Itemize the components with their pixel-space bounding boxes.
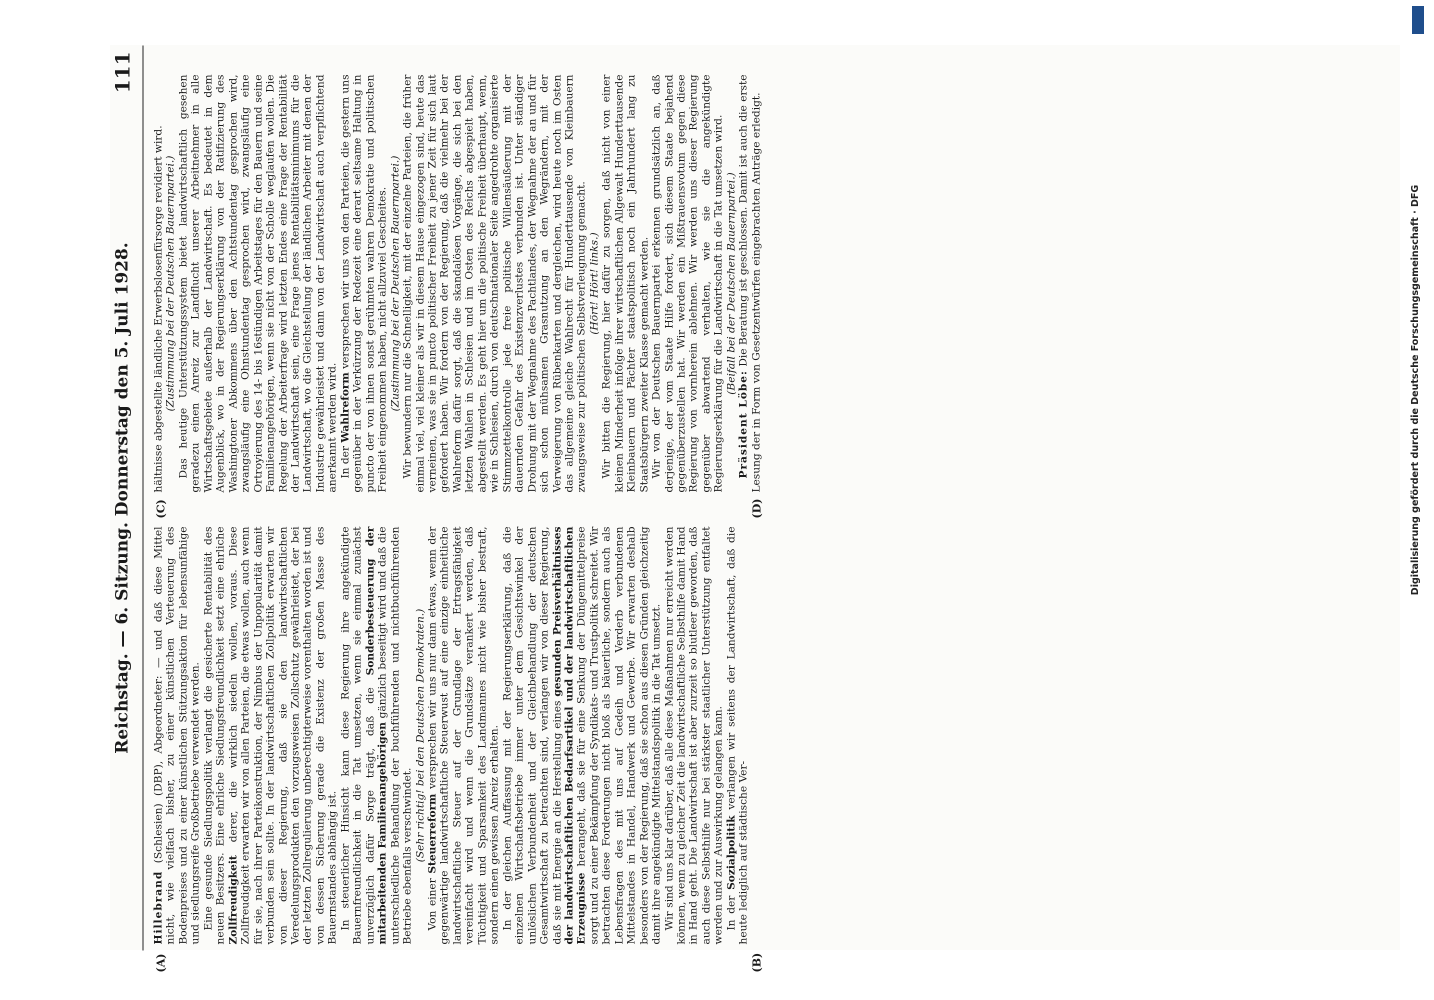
paragraph-text: In der	[338, 442, 351, 478]
paragraph	[501, 526, 663, 944]
margin-mark-b: (B)	[750, 952, 763, 972]
paragraph: Das heutige Unterstützungssystem bietet landwirtschaftlich gesehen geradezu einen Anreiz zur Landflucht unserer Arbeitnehmer in alle Wirtschaftsgebiete außerhalb der Landwirtschaft. Es bedeutet in dem Augenblick, wo in der Regierungserklärung von der Ratifizierung des Washingtoner Abkommens über den Achtstundentag gesprochen wird, zwangsläufig eine Ohnstundentag gesprochen wird, zwangsläufig eine Ortroyierung des 14- bis 16stündigen Arbeitstages für den Bauern und seine Familienangehörigen, wenn sie nicht von der Scholle weglaufen wollen. Die Regelung der Arbeiterfrage wird letzten Endes eine Frage der Rentabilität der Landwirtschaft sein, eine Frage jenes Rentabilitätsminimums für die Landwirtschaft, wo die Gleichstellung der ländlichen Arbeiter mit denen der Industrie gewährleistet und dann von der Landwirtschaft auch verpflichtend anerkannt werden wird.	[176, 74, 339, 492]
paragraph	[725, 526, 750, 944]
right-column	[152, 74, 762, 492]
paragraph-text: In steuerlicher Hinsicht kann diese Regierung ihre angekündigte Bauernfreundlichkeit in die Tat umsetzen, wenn sie einmal zunächst unverzüglich dafür Sorge trägt, daß die	[338, 526, 376, 944]
emphasis: Steuerreform	[425, 793, 438, 874]
interjection: (Hört! Hört! links.)	[587, 231, 600, 335]
page-content-rotated	[110, 45, 1400, 972]
margin-mark-c: (C)	[154, 498, 167, 518]
paragraph-text: verlangen wir seitens der Landwirtschaft, daß die heute lediglich auf städtische Ver-	[724, 526, 750, 944]
paragraph-text: derer, die wirklich siedeln wollen, voraus. Diese Zollfreudigkeit erwarten wir von allen Parteien, die etwas wollen, auch wenn für sie, nach ihrer Parteikonstruktion, der Nimbus der Unpopularität damit verbunden sein sollte. In der landwirtschaftlichen Zollpolitik erwarten wir von dieser Regierung, daß sie den landwirtschaftlichen Veredelungsprodukten den vorzugsweisen Zollschutz gewährleistet, der bei der letzten Zollregulierung unberechtigterweise vorenthalten worden ist und von dessen Sicherung gerade die Existenz der großen Masse des Bauernstandes abhängig ist.	[226, 526, 339, 944]
paragraph-text: herangeht, daß sie für eine Senkung der Düngemittelpreise sorgt und zu einer Bekämpfung der Syndikats- und Trustpolitik schreitet. Wir betrachten diese Forderungen nicht bloß als bäuerliche, sondern auch als Lebensfragen des mit uns auf Gedeih und Verderb verbundenen Mittelstandes in Handel, Handwerk und Gewerbe. Wir erwarten deshalb besonders von der Regierung, daß sie schon aus diesen Gründen gleichzeitig damit ihre angekündigte Mittelstandspolitik in die Tat umsetzt.	[575, 526, 663, 944]
paragraph-text: Die Beratung ist geschlossen. Damit ist auch die erste Lesung der in Form von Gesetzentwürfen eingebrachten Anträge erledigt.	[737, 73, 762, 492]
paragraph-text: versprechen wir uns von den Parteien, die gestern uns gegenüber in der Verkürzung der Redezeit eine derart seltsame Haltung in puncto der von ihnen sonst gerühmten wahren Demokratie und politischen Freiheit eingenommen haben, nicht allzuviel Gescheites.	[338, 73, 389, 492]
paragraph	[339, 526, 414, 944]
page-number: 111	[110, 51, 134, 93]
speaker-name: Hillebrand	[152, 870, 164, 944]
paragraph	[152, 526, 202, 944]
paragraph-text: versprechen wir uns nur dann etwas, wenn der gegenwärtige landwirtschaftliche Steuerwust auf eine einzige einheitliche landwirtschaftliche Steuer auf der Grundlage der Ertragsfähigkeit vereinfacht wird und wenn die Grundsätze verankert werden, daß Tüchtigkeit und Sparsamkeit des Landmannes nicht wie bisher bestraft, sondern einen gewissen Anreiz erhalten.	[425, 526, 501, 944]
paragraph	[202, 526, 339, 944]
interjection: (Zustimmung bei der Deutschen Bauernpartei.)	[164, 155, 177, 411]
paragraph: Wir sind uns klar darüber, daß alle diese Maßnahmen nur erreicht werden können, wenn zu gleicher Zeit die landwirtschaftliche Selbsthilfe damit Hand in Hand geht. Die Landwirtschaft ist aber zurzeit so blutleer geworden, daß auch diese Selbsthilfe nur bei stärkster staatlicher Unterstützung entfaltet werden und zur Auswirkung gelangen kann.	[662, 526, 725, 944]
page-header	[110, 45, 144, 950]
paragraph-text: gänzlich beseitigt wird und daß die unterschiedliche Behandlung der buchführenden und nichtbuchführenden Betriebe ebenfalls verschwindet.	[376, 526, 414, 944]
emphasis: Sozialpolitik	[724, 814, 737, 890]
paragraph-text: In der gleichen Auffassung mit der Regierungserklärung, daß die einzelnen Wirtschaftsbetriebe immer unter dem Gesichtswinkel der unlöslichen Verbundenheit und der Gleichbehandlung der deutschen Gesamtwirtschaft zu betrachten sind, verlangen wir von dieser Regierung, daß sie mit Energie an die Herstellung eines	[500, 526, 563, 944]
header-rule	[142, 45, 143, 950]
paragraph: Wir bewundern nur die Schnelligkeit, mit der einzelne Parteien, die früher einmal viel, viel kleiner als wir in diesem Hause eingezogen sind, heute das verneinen, was sie in puncto politischer Freiheit zu jener Zeit für sich laut gefordert haben. Wir fordern von der Regierung, daß die vielmehr bei der Wahlreform dafür sorgt, daß die skandalösen Vorgänge, die sich bei den letzten Wahlen in Schlesien und im Osten des Reichs abgespielt haben, abgestellt werden. Es geht hier um die politische Freiheit überhaupt, wenn, wie in Schlesien, durch von deutschnationaler Seite angedrohte organisierte Stimmzettelkontrolle jede freie politische Willensäußerung mit der dauernden Gefahr des Existenzverlustes verbunden ist. Unter ständiger Drohung mit der Wegnahme des Pachtlandes, der Wegnahme der an und für sich schon mühsamen Grasnutzung an den Wegrändern, mit der Verweigerung von Rübenkarten und dergleichen, wird heute noch im Osten das allgemeine gleiche Wahlrecht für Hunderttausende von Kleinbauern zwangsweise zur politischen Selbstverleugnung gemacht.	[401, 74, 588, 492]
emphasis: gesunden Preisverhältnisses der landwirtschaftlichen Bedarfsartikel und der landwirtschaftlichen Erzeugnisse	[550, 526, 588, 944]
paragraph: hältnisse abgestellte ländliche Erwerbslosenfürsorge revidiert wird.	[152, 124, 164, 492]
paragraph-text: In der	[724, 889, 737, 930]
paragraph-text: Eine gesunde Siedlungspolitik verlangt die gesicherte Rentabilität des neuen Besitzers. Eine ehrliche Siedlungsfreundlichkeit setzt eine ehrliche	[201, 526, 227, 944]
interjection: (Zustimmung bei der Deutschen Bauernpartei.)	[388, 155, 401, 411]
paragraph-text: (Schlesien) (DBP), Abgeordneter: — und daß diese Mittel nicht, wie vielfach bisher, zu einer künstlichen Verteuerung des Bodenpreises und zu einer künstlichen Stützungsaktion für lebensunfähige und siedlungsreife Großbetriebe verwendet werden.	[152, 526, 202, 944]
paragraph-text: Von einer	[425, 873, 438, 930]
paragraph	[339, 74, 389, 492]
page-header-title: Reichstag. — 6. Sitzung. Donnerstag den 5. Juli 1928.	[112, 241, 132, 754]
paragraph: Wir bitten die Regierung, hier dafür zu sorgen, daß nicht von einer kleinen Minderheit infolge ihrer wirtschaftlichen Allgewalt Hunderttausende Kleinbauern und Pächter staatspolitisch noch ein Jahrhundert lang zu Staatsbürgern zweiter Klasse gemacht werden.	[600, 74, 650, 492]
scanned-page	[110, 45, 1400, 972]
interjection: (Sehr richtig! bei den Deutschen Demokraten.)	[413, 608, 426, 862]
emphasis: Sonderbesteuerung der mitarbeitenden Familienangehörigen	[363, 526, 389, 944]
speaker-name: Präsident Löbe:	[737, 369, 750, 478]
emphasis: Wahlreform	[338, 371, 351, 443]
paragraph: Wir von der Deutschen Bauernpartei erkennen grundsätzlich an, daß derjenige, der vom Staate Hilfe fordert, sich diesem Staate bejahend gegenüberzustellen hat. Wir werden ein Mißtrauensvotum gegen diese Regierung von vornherein ablehnen. Wir werden uns dieser Regierung gegenüber abwartend verhalten, wie sie die angekündigte Regierungserklärung für die Landwirtschaft in die Tat umsetzen wird.	[650, 74, 725, 492]
margin-mark-d: (D)	[750, 498, 763, 518]
paragraph	[426, 526, 501, 944]
digitization-credit-text: Digitalisierung gefördert durch die Deutsche Forschungsgemeinschaft · DFG	[1410, 184, 1421, 596]
left-column	[152, 526, 750, 944]
paragraph	[737, 74, 762, 492]
margin-mark-a: (A)	[154, 953, 167, 972]
digitization-credit	[1400, 0, 1434, 1000]
emphasis: Zollfreudigkeit	[226, 854, 239, 944]
interjection: (Beifall bei der Deutschen Bauernpartei.)	[724, 171, 737, 395]
